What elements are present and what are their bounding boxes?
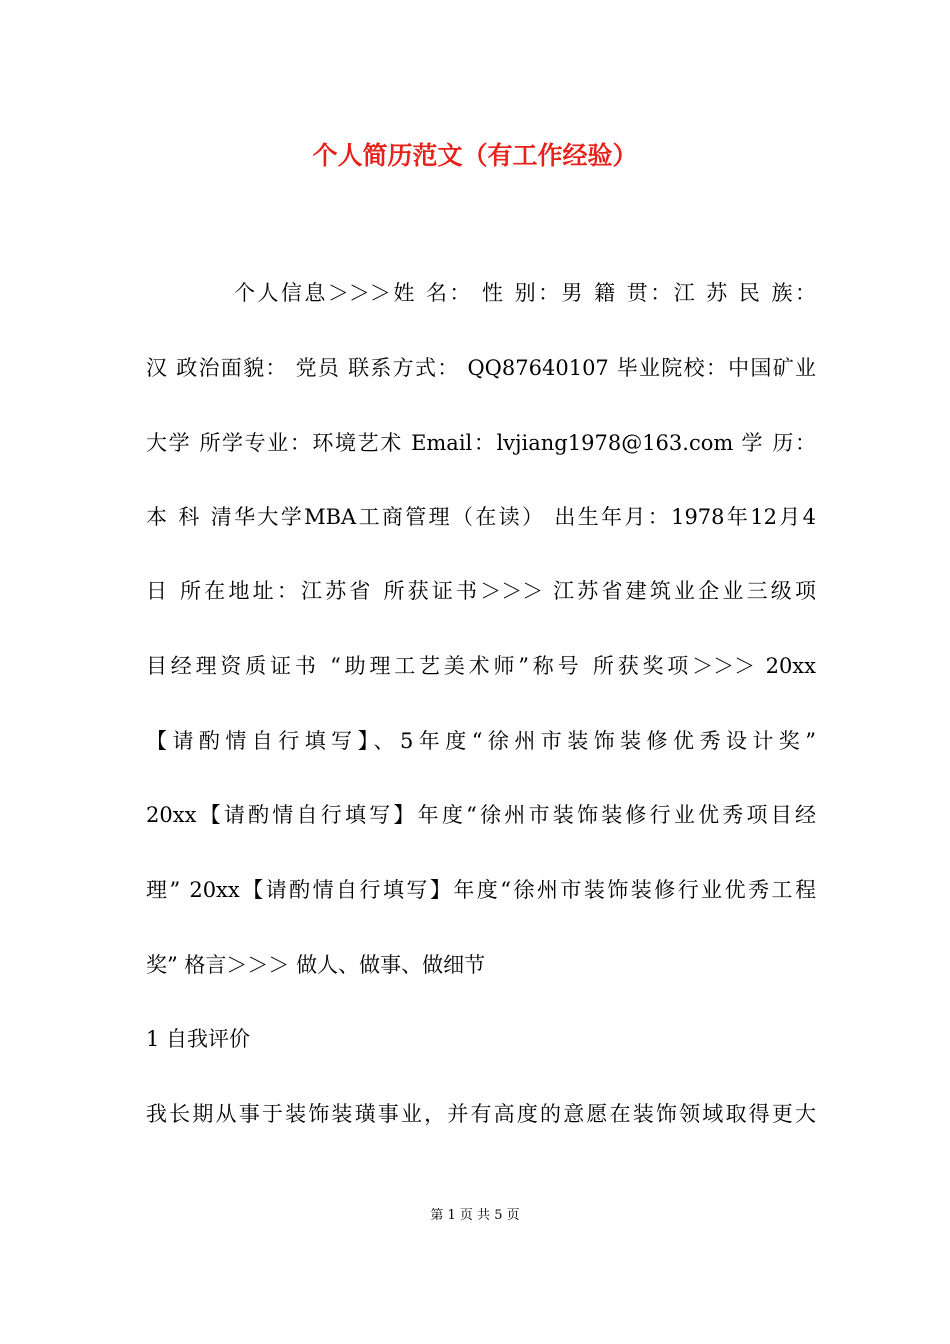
page-number: 第 1 页 共 5 页: [430, 1208, 520, 1223]
body-line: 【请酌情自行填写】、5年度“徐州市装饰装修优秀设计奖”: [146, 729, 816, 753]
body-line: 20xx【请酌情自行填写】年度“徐州市装饰装修行业优秀项目经: [146, 803, 816, 827]
section-heading: 1 自我评价: [146, 1027, 251, 1051]
body-line: 奖” 格言＞＞＞ 做人、做事、做细节: [146, 953, 486, 977]
body-line: 理” 20xx【请酌情自行填写】年度“徐州市装饰装修行业优秀工程: [146, 878, 816, 902]
body-line: 目经理资质证书 “助理工艺美术师”称号 所获奖项＞＞＞ 20xx: [146, 654, 816, 678]
body-line: 日 所在地址：江苏省 所获证书＞＞＞ 江苏省建筑业企业三级项: [146, 579, 816, 603]
body-line: 本 科 清华大学MBA工商管理（在读） 出生年月：1978年12月4: [146, 505, 816, 529]
body-line: 个人信息＞＞＞姓 名： 性 别：男 籍 贯：江 苏 民 族：: [234, 281, 816, 305]
document-title: 个人简历范文（有工作经验）: [312, 141, 638, 170]
body-line: 大学 所学专业：环境艺术 Email：lvjiang1978@163.com 学 历：: [146, 431, 816, 455]
body-line: 我长期从事于装饰装璜事业，并有高度的意愿在装饰领域取得更大: [146, 1102, 816, 1126]
body-line: 汉 政治面貌： 党员 联系方式： QQ87640107 毕业院校：中国矿业: [146, 356, 816, 380]
